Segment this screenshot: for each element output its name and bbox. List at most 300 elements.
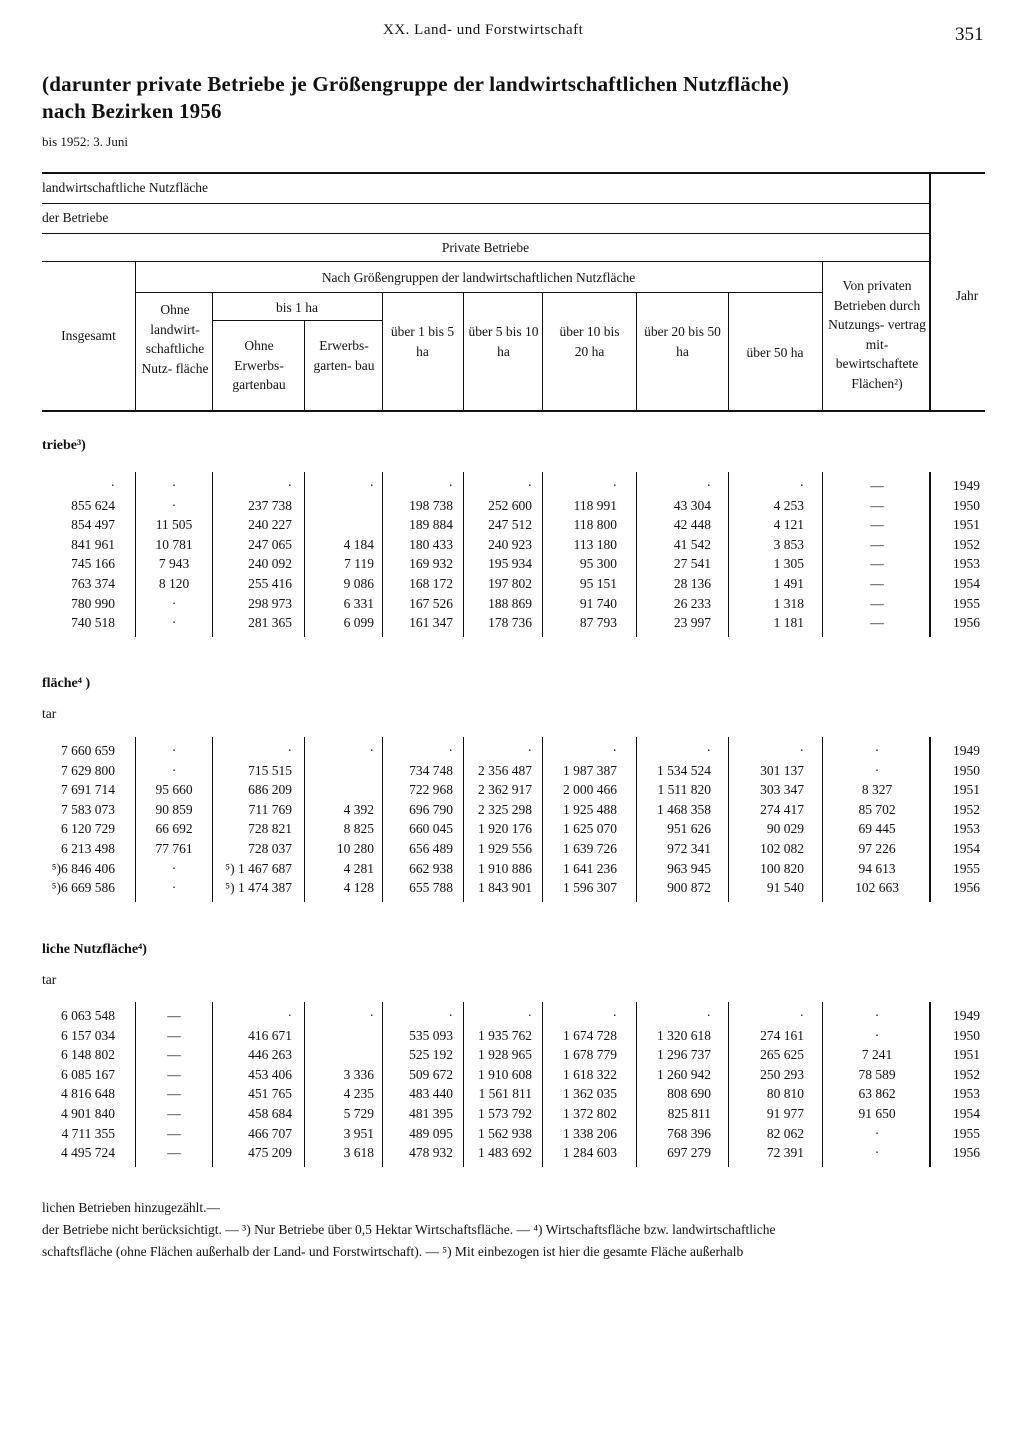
table-cell: 8 120 — [158, 576, 190, 591]
table-cell: 195 934 — [488, 556, 532, 572]
table-cell: · — [448, 1008, 453, 1023]
rule — [728, 1002, 729, 1167]
table-cell: 5 729 — [343, 1106, 374, 1121]
footnote-line: der Betriebe nicht berücksichtigt. — ³) Nur Betriebe über 0,5 Hektar Wirtschaftsfläche. — ⁴) Wirtschaftsfläche bzw. landwirtschaftliche — [42, 1222, 776, 1237]
table-cell: 1 181 — [773, 615, 804, 631]
table-cell: 734 748 — [409, 762, 453, 778]
header-col-1-5: über 1 bis 5 ha — [390, 324, 455, 359]
table-cell: 255 416 — [248, 576, 292, 591]
table-cell: 1 618 322 — [563, 1066, 617, 1082]
table-cell: 90 029 — [766, 821, 804, 837]
table-cell: · — [171, 860, 177, 876]
header-vertrag: Von privaten Betrieben durch Nutzungs- vertrag mit- bewirtschaftete Flächen²) — [828, 278, 926, 391]
table-cell: 478 932 — [409, 1145, 453, 1161]
table-cell: 686 209 — [248, 782, 292, 798]
rule — [728, 737, 729, 902]
table-cell: — — [870, 556, 884, 572]
table-cell: 4 281 — [343, 860, 374, 876]
table-cell: 483 440 — [409, 1086, 453, 1102]
table-cell: · — [527, 478, 532, 493]
table-cell: 509 672 — [409, 1066, 453, 1082]
footnote-line: lichen Betrieben hinzugezählt.— — [42, 1200, 221, 1215]
year-cell: 1956 — [953, 1145, 980, 1161]
table-cell: 188 869 — [488, 595, 532, 611]
table-cell: — — [167, 1008, 181, 1023]
table-cell: · — [287, 478, 292, 493]
table-cell: 711 769 — [248, 801, 292, 817]
table-cell: 94 613 — [858, 860, 896, 876]
table-cell: 118 991 — [573, 497, 617, 513]
table-cell: ⁵) 1 474 387 — [225, 880, 292, 896]
table-cell: 656 489 — [409, 841, 453, 856]
table-cell: 97 226 — [858, 841, 896, 856]
table-cell: 7 119 — [344, 556, 374, 572]
rule — [636, 472, 637, 637]
table-cell: · — [287, 1008, 292, 1023]
header-bis1: bis 1 ha — [276, 300, 318, 315]
table-cell: · — [612, 478, 617, 493]
rule — [542, 292, 543, 410]
section-title: fläche⁴ ) — [42, 676, 91, 691]
section-title: triebe³) — [42, 438, 86, 453]
table-cell: 167 526 — [409, 595, 453, 611]
table-cell: — — [870, 595, 884, 611]
year-cell: 1956 — [953, 880, 980, 896]
header-col-5-10: über 5 bis 10 ha — [468, 324, 539, 359]
rule — [42, 410, 985, 412]
rule — [304, 320, 305, 410]
table-cell: 697 279 — [667, 1145, 711, 1161]
table-cell: ⁵) 1 467 687 — [225, 860, 292, 876]
table-cell: 722 968 — [409, 782, 453, 798]
table-cell: 7 241 — [861, 1047, 893, 1063]
year-cell: 1954 — [953, 576, 980, 591]
table-cell: 1 284 603 — [563, 1145, 617, 1161]
rule — [382, 737, 383, 902]
table-cell: 178 736 — [488, 615, 532, 631]
table-cell: 6 213 498 — [61, 841, 115, 856]
table-cell: 4 235 — [343, 1086, 374, 1102]
table-cell: 274 161 — [760, 1027, 804, 1043]
table-cell: 1 935 762 — [478, 1027, 532, 1043]
table-cell: — — [870, 615, 884, 631]
table-cell: 90 859 — [155, 801, 193, 817]
table-cell: — — [167, 1125, 181, 1141]
rule — [42, 233, 929, 234]
table-cell: 2 356 487 — [478, 762, 532, 778]
year-cell: 1952 — [953, 536, 980, 552]
table-cell: 3 853 — [773, 536, 804, 552]
table-cell: 1 987 387 — [563, 762, 617, 778]
table-cell: 100 820 — [760, 860, 804, 876]
table-cell: · — [171, 615, 177, 631]
table-cell: 6 157 034 — [61, 1027, 115, 1043]
table-cell: 4 711 355 — [61, 1125, 115, 1141]
header-row1: landwirtschaftliche Nutzfläche — [42, 180, 209, 195]
table-cell: 250 293 — [760, 1066, 804, 1082]
year-cell: 1951 — [953, 1047, 980, 1063]
rule — [304, 1002, 305, 1167]
table-cell: · — [612, 1008, 617, 1023]
year-cell: 1949 — [953, 743, 980, 758]
table-cell: 728 821 — [248, 821, 292, 837]
table-cell: · — [171, 762, 177, 778]
table-cell: ⁵)6 669 586 — [51, 880, 115, 896]
table-cell: 696 790 — [409, 801, 453, 817]
table-cell: 240 923 — [488, 536, 532, 552]
table-cell: 91 740 — [579, 595, 617, 611]
table-cell: 481 395 — [409, 1106, 453, 1121]
rule — [463, 472, 464, 637]
rule — [135, 262, 136, 410]
rule — [728, 292, 729, 410]
table-cell: 28 136 — [673, 576, 711, 591]
table-cell: · — [706, 1008, 711, 1023]
table-cell: 728 037 — [248, 841, 292, 856]
table-cell: 95 151 — [579, 576, 617, 591]
table-cell: 169 932 — [409, 556, 453, 572]
table-cell: · — [874, 1027, 880, 1043]
rule — [929, 737, 931, 902]
table-cell: · — [799, 1008, 804, 1023]
header-erwerb: Erwerbs- garten- bau — [313, 338, 375, 373]
table-cell: 7 943 — [158, 556, 190, 572]
table-cell: · — [171, 595, 177, 611]
table-cell: 189 884 — [409, 517, 453, 533]
table-cell: 265 625 — [760, 1047, 804, 1063]
table-cell: 197 802 — [488, 576, 532, 591]
rule — [382, 1002, 383, 1167]
table-cell: · — [171, 880, 177, 896]
table-cell: 4 128 — [343, 880, 374, 896]
table-cell: 535 093 — [409, 1027, 453, 1043]
table-cell: 4 253 — [773, 497, 804, 513]
table-cell: 1 483 692 — [478, 1145, 532, 1161]
table-cell: 10 781 — [155, 536, 193, 552]
year-cell: 1951 — [953, 782, 980, 798]
rule — [382, 292, 383, 410]
table-cell: 41 542 — [673, 536, 711, 552]
table-cell: 43 304 — [673, 497, 711, 513]
year-cell: 1949 — [953, 1008, 980, 1023]
table-cell: 69 445 — [858, 821, 896, 837]
table-cell: 780 990 — [71, 595, 115, 611]
section-title: liche Nutzfläche⁴) — [42, 942, 147, 957]
table-cell: 4 392 — [343, 801, 374, 817]
table-cell: 4 816 648 — [61, 1086, 115, 1102]
table-cell: 42 448 — [673, 517, 711, 533]
table-cell: 1 929 556 — [478, 841, 532, 856]
table-cell: · — [448, 478, 453, 493]
table-cell: 655 788 — [409, 880, 453, 896]
table-cell: 6 085 167 — [61, 1066, 115, 1082]
table-cell: · — [171, 743, 177, 758]
table-cell: — — [167, 1027, 181, 1043]
table-cell: 1 678 779 — [563, 1047, 617, 1063]
running-head: XX. Land- und Forstwirtschaft — [383, 22, 584, 38]
header-groups: Nach Größengruppen der landwirtschaftlichen Nutzfläche — [321, 270, 636, 285]
table-cell: 1 305 — [773, 556, 804, 572]
table-cell: 10 280 — [336, 841, 374, 856]
table-cell: 4 121 — [773, 517, 804, 533]
table-cell: 6 063 548 — [61, 1008, 115, 1023]
rule — [304, 472, 305, 637]
table-cell: 80 810 — [766, 1086, 804, 1102]
table-cell: · — [874, 1008, 880, 1023]
table-cell: 240 227 — [248, 517, 292, 533]
rule — [542, 737, 543, 902]
table-cell: 8 825 — [343, 821, 374, 837]
rule — [822, 472, 823, 637]
rule — [636, 292, 637, 410]
table-cell: 1 534 524 — [657, 762, 711, 778]
table-cell: 7 691 714 — [61, 782, 115, 798]
table-cell: 1 562 938 — [478, 1125, 532, 1141]
subtitle: bis 1952: 3. Juni — [42, 134, 128, 149]
table-cell: — — [167, 1145, 181, 1161]
rule — [42, 203, 929, 204]
table-cell: · — [527, 743, 532, 758]
header-col-10-20: über 10 bis 20 ha — [559, 324, 620, 359]
table-cell: · — [706, 478, 711, 493]
table-cell: 4 184 — [343, 536, 374, 552]
table-cell: 1 296 737 — [657, 1047, 711, 1063]
table-cell: — — [167, 1047, 181, 1063]
table-cell: 451 765 — [248, 1086, 292, 1102]
rule — [212, 292, 213, 410]
rule — [382, 472, 383, 637]
table-cell: — — [167, 1106, 181, 1121]
table-cell: 1 491 — [773, 576, 804, 591]
year-cell: 1955 — [953, 595, 980, 611]
table-cell: 854 497 — [71, 517, 115, 533]
header-row2: der Betriebe — [42, 210, 109, 225]
table-cell: 2 362 917 — [478, 782, 532, 798]
table-cell: · — [874, 743, 880, 758]
table-cell: 825 811 — [667, 1106, 711, 1121]
table-cell: 66 692 — [155, 821, 193, 837]
rule — [822, 737, 823, 902]
table-cell: 841 961 — [71, 536, 115, 552]
table-cell: 1 639 726 — [563, 841, 617, 856]
table-cell: · — [369, 1008, 374, 1023]
table-cell: 475 209 — [248, 1145, 292, 1161]
rule — [542, 1002, 543, 1167]
table-cell: 763 374 — [71, 576, 115, 591]
table-cell: · — [874, 762, 880, 778]
table-cell: · — [171, 478, 177, 493]
table-cell: 972 341 — [667, 841, 711, 856]
table-cell: 301 137 — [760, 762, 804, 778]
rule — [42, 172, 985, 174]
table-cell: 525 192 — [409, 1047, 453, 1063]
table-cell: 87 793 — [579, 615, 617, 631]
table-cell: 91 540 — [766, 880, 804, 896]
rule — [822, 262, 823, 410]
year-cell: 1952 — [953, 1066, 980, 1082]
page-title-line2: nach Bezirken 1956 — [42, 99, 222, 123]
table-cell: — — [167, 1086, 181, 1102]
table-cell: 1 318 — [773, 595, 804, 611]
table-cell: · — [369, 743, 374, 758]
table-cell: 77 761 — [155, 841, 193, 856]
footnote-line: schaftsfläche (ohne Flächen außerhalb der Land- und Forstwirtschaft). — ⁵) Mit einbezogen ist hier die gesamte Fläche außerhalb — [42, 1244, 744, 1259]
section-unit: tar — [42, 972, 57, 987]
table-cell: 180 433 — [409, 536, 453, 552]
table-cell: 72 391 — [766, 1145, 804, 1161]
table-cell: 446 263 — [248, 1047, 292, 1063]
year-cell: 1954 — [953, 841, 980, 856]
table-cell: 6 331 — [343, 595, 374, 611]
year-cell: 1949 — [953, 478, 980, 493]
year-cell: 1954 — [953, 1106, 980, 1121]
section-unit: tar — [42, 706, 57, 721]
table-cell: 82 062 — [766, 1125, 804, 1141]
header-private: Private Betriebe — [441, 240, 530, 255]
table-cell: 102 663 — [855, 880, 899, 896]
table-cell: — — [870, 576, 884, 591]
table-cell: 102 082 — [760, 841, 804, 856]
table-cell: 6 148 802 — [61, 1047, 115, 1063]
table-cell: 198 738 — [409, 497, 453, 513]
header-insgesamt: Insgesamt — [61, 328, 116, 343]
table-cell: 91 977 — [766, 1106, 804, 1121]
year-cell: 1950 — [953, 497, 980, 513]
table-cell: — — [870, 517, 884, 533]
table-cell: · — [799, 743, 804, 758]
table-cell: 85 702 — [858, 801, 896, 817]
table-cell: 4 495 724 — [61, 1145, 115, 1161]
table-cell: 252 600 — [488, 497, 532, 513]
table-cell: 1 511 820 — [657, 782, 711, 798]
header-ohne-nutz: Ohne landwirt- schaftliche Nutz- fläche — [141, 302, 209, 376]
year-cell: 1953 — [953, 556, 980, 572]
rule — [463, 292, 464, 410]
table-cell: 1 561 811 — [478, 1086, 532, 1102]
table-cell: — — [870, 536, 884, 552]
table-cell: 1 372 802 — [563, 1106, 617, 1121]
table-cell: · — [448, 743, 453, 758]
table-cell: 745 166 — [71, 556, 115, 572]
table-cell: · — [369, 478, 374, 493]
table-cell: 247 065 — [248, 536, 292, 552]
table-cell: 240 092 — [248, 556, 292, 572]
rule — [929, 472, 931, 637]
table-cell: 4 901 840 — [61, 1106, 115, 1121]
table-cell: 1 928 965 — [478, 1047, 532, 1063]
year-cell: 1951 — [953, 517, 980, 533]
table-cell: 715 515 — [248, 762, 292, 778]
table-cell: 1 362 035 — [563, 1086, 617, 1102]
table-cell: 808 690 — [667, 1086, 711, 1102]
table-cell: · — [287, 743, 292, 758]
table-cell: 416 671 — [248, 1027, 292, 1043]
year-cell: 1955 — [953, 1125, 980, 1141]
table-cell: 274 417 — [760, 801, 804, 817]
table-cell: 963 945 — [667, 860, 711, 876]
table-cell: 91 650 — [858, 1106, 896, 1121]
table-cell: — — [870, 497, 884, 513]
table-cell: 7 583 073 — [61, 801, 115, 817]
table-cell: 23 997 — [673, 615, 711, 631]
table-cell: 1 625 070 — [563, 821, 617, 837]
table-cell: 95 300 — [579, 556, 617, 572]
table-cell: 951 626 — [667, 821, 711, 837]
table-cell: 63 862 — [858, 1086, 896, 1102]
rule — [929, 174, 931, 412]
table-cell: 1 910 608 — [478, 1066, 532, 1082]
table-cell: 95 660 — [155, 782, 193, 798]
table-cell: 768 396 — [667, 1125, 711, 1141]
year-cell: 1956 — [953, 615, 980, 631]
table-cell: · — [612, 743, 617, 758]
table-cell: 6 099 — [343, 615, 374, 631]
table-cell: 1 910 886 — [478, 860, 532, 876]
table-cell: 900 872 — [667, 880, 711, 896]
table-cell: 1 573 792 — [478, 1106, 532, 1121]
rule — [929, 1002, 931, 1167]
table-cell: 453 406 — [248, 1066, 292, 1082]
table-cell: 660 045 — [409, 821, 453, 837]
table-cell: 1 674 728 — [563, 1027, 617, 1043]
table-cell: · — [799, 478, 804, 493]
table-cell: 855 624 — [71, 497, 115, 513]
table-cell: 2 000 466 — [563, 782, 617, 798]
table-cell: 298 973 — [248, 595, 292, 611]
header-col-20-50: über 20 bis 50 ha — [644, 324, 721, 359]
table-cell: 1 843 901 — [478, 880, 532, 896]
page-title: (darunter private Betriebe je Größengruppe der landwirtschaftlichen Nutzfläche) — [42, 72, 790, 96]
table-cell: 1 596 307 — [563, 880, 617, 896]
table-cell: — — [167, 1066, 181, 1082]
year-cell: 1953 — [953, 1086, 980, 1102]
table-cell: 281 365 — [248, 615, 292, 631]
header-col-50: über 50 ha — [746, 345, 804, 360]
rule — [135, 292, 822, 293]
table-cell: 247 512 — [488, 517, 532, 533]
table-cell: 6 120 729 — [61, 821, 115, 837]
table-cell: · — [110, 478, 115, 493]
rule — [304, 737, 305, 902]
table-cell: 168 172 — [409, 576, 453, 591]
table-cell: ⁵)6 846 406 — [51, 860, 115, 876]
header-ohne-erwerb: Ohne Erwerbs- gartenbau — [232, 338, 286, 392]
rule — [212, 320, 382, 321]
table-cell: 1 925 488 — [563, 801, 617, 817]
table-cell: 1 320 618 — [657, 1027, 711, 1043]
table-cell: · — [874, 1125, 880, 1141]
table-cell: 458 684 — [248, 1106, 292, 1121]
year-cell: 1952 — [953, 801, 980, 817]
table-cell: 1 260 942 — [657, 1066, 711, 1082]
table-cell: · — [171, 497, 177, 513]
table-cell: 9 086 — [343, 576, 374, 591]
table-cell: · — [874, 1145, 880, 1161]
rule — [463, 737, 464, 902]
table-cell: 161 347 — [409, 615, 453, 631]
table-cell: 3 951 — [343, 1125, 374, 1141]
rule — [463, 1002, 464, 1167]
table-cell: 1 468 358 — [657, 801, 711, 817]
table-cell: 3 336 — [343, 1066, 374, 1082]
header-jahr: Jahr — [955, 288, 979, 303]
year-cell: 1950 — [953, 762, 980, 778]
table-cell: 7 629 800 — [61, 762, 115, 778]
table-cell: 1 641 236 — [563, 860, 617, 876]
table-cell: 662 938 — [409, 860, 453, 876]
rule — [822, 1002, 823, 1167]
table-cell: 2 325 298 — [478, 801, 532, 817]
